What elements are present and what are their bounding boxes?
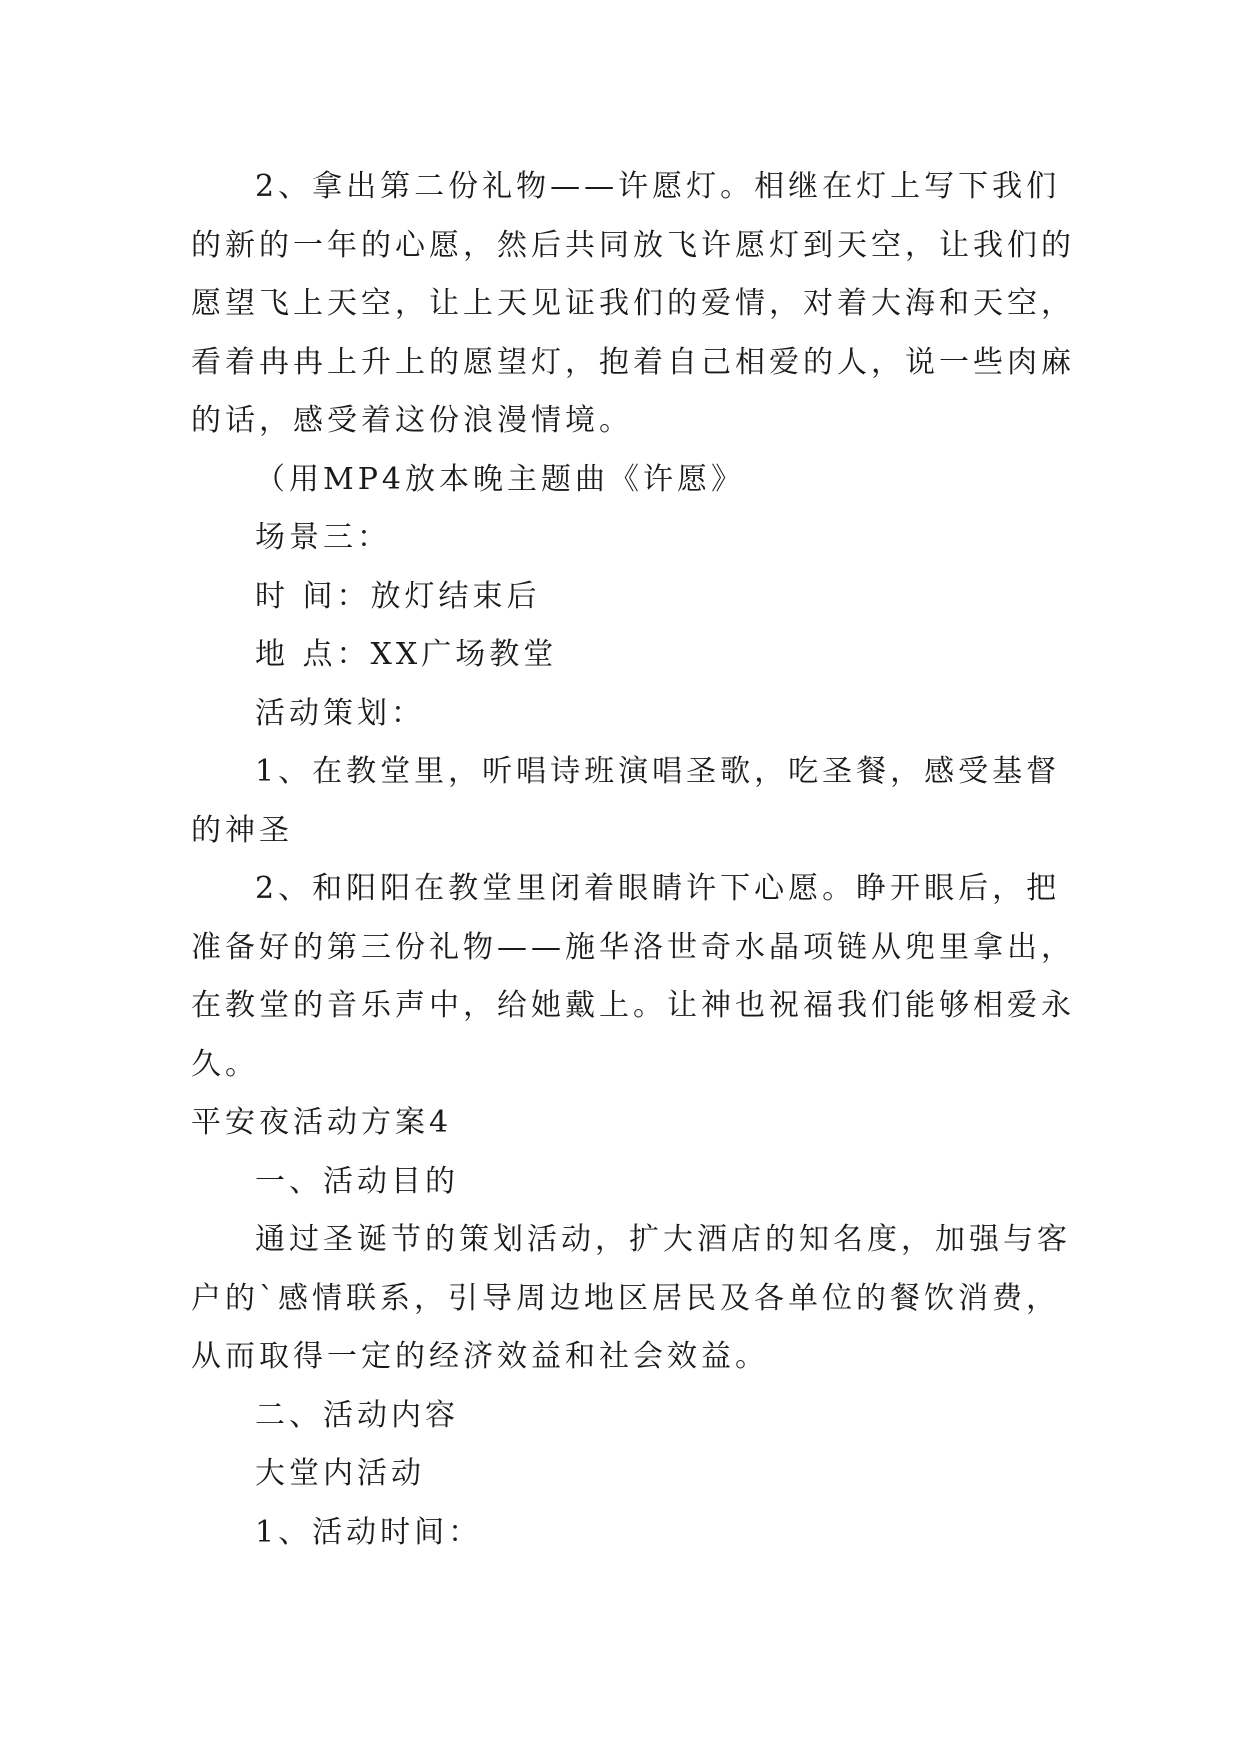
paragraph-line: 久。 [191,1046,259,1082]
paragraph-line: 2、拿出第二份礼物——许愿灯。相继在灯上写下我们 [255,169,1061,204]
paragraph-line: 愿望飞上天空，让上天见证我们的爱情，对着大海和天空， [191,286,1075,321]
paragraph-line: 从而取得一定的经济效益和社会效益。 [191,1339,769,1374]
paragraph-line: 在教堂的音乐声中，给她戴上。让神也祝福我们能够相爱永 [191,988,1075,1023]
paragraph-line: 的话，感受着这份浪漫情境。 [191,403,633,438]
document-heading: 平安夜活动方案4 [191,1105,453,1140]
paragraph-line: 准备好的第三份礼物——施华洛世奇水晶项链从兜里拿出， [191,929,1075,965]
paragraph-line: 1、活动时间： [255,1514,483,1550]
paragraph-line: 的新的一年的心愿，然后共同放飞许愿灯到天空，让我们的 [191,227,1075,263]
time-line: 时 间：放灯结束后 [255,578,541,614]
paragraph-line: 的神圣 [191,812,293,848]
paragraph-line: 1、在教堂里，听唱诗班演唱圣歌，吃圣餐，感受基督 [255,754,1061,789]
paragraph-line: 通过圣诞节的策划活动，扩大酒店的知名度，加强与客 [255,1222,1071,1257]
section-label: 场景三： [255,520,391,555]
subsection-label: 大堂内活动 [255,1456,425,1491]
section-label: 一、活动目的 [255,1163,459,1199]
section-label: 活动策划： [255,695,425,731]
paragraph-line: 看着冉冉上升上的愿望灯，抱着自己相爱的人，说一些肉麻 [191,344,1075,380]
section-label: 二、活动内容 [255,1397,459,1433]
paragraph-line: 2、和阳阳在教堂里闭着眼睛许下心愿。睁开眼后，把 [255,871,1061,906]
paragraph-line: （用MP4放本晚主题曲《许愿》 [255,461,745,497]
paragraph-line: 户的`感情联系，引导周边地区居民及各单位的餐饮消费， [191,1280,1060,1316]
document-body [191,158,1075,1562]
location-line: 地 点：XX广场教堂 [255,637,558,672]
